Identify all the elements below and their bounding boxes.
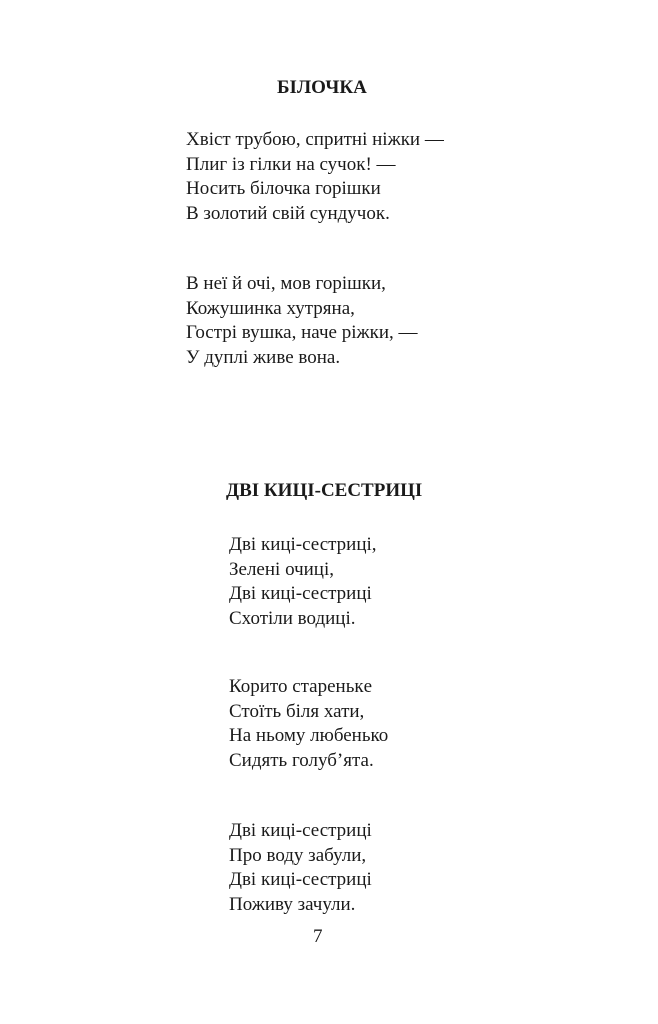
stanza-4 xyxy=(229,675,388,773)
stanza-3 xyxy=(229,533,377,631)
verse-line: Зелені очиці, xyxy=(229,558,334,580)
verse-line: Дві киці-сестриці xyxy=(229,820,372,841)
verse-line: Дві киці-сестриці, xyxy=(229,534,377,555)
verse-line: Кожушинка хутряна, xyxy=(186,297,355,319)
verse-line: У дуплі живе вона. xyxy=(186,346,341,368)
verse-line: В золотий свій сундучок. xyxy=(186,202,390,224)
stanza-2 xyxy=(186,272,418,370)
poem-title-bilochka: БІЛОЧКА xyxy=(277,77,367,98)
verse-line: Плиг із гілки на сучок! — xyxy=(186,153,396,175)
poem-title-dvi-kytsi-sestrytsi: ДВІ КИЦІ-СЕСТРИЦІ xyxy=(226,480,423,501)
stanza-1 xyxy=(186,128,444,226)
verse-line: Дві киці-сестриці xyxy=(229,583,372,604)
verse-line: Стоїть біля хати, xyxy=(229,700,365,722)
verse-line: Корито старенькe xyxy=(229,676,373,697)
verse-line: Поживу зачули. xyxy=(229,893,356,915)
verse-line: Дві киці-сестриці xyxy=(229,869,372,890)
verse-line: Носить білочка горішки xyxy=(186,178,381,199)
verse-line: Про воду забули, xyxy=(229,844,367,866)
verse-line: Сидять голуб’ята. xyxy=(229,749,374,771)
verse-line: Схотіли водиці. xyxy=(229,607,356,629)
page-number: 7 xyxy=(313,926,323,947)
stanza-5 xyxy=(229,819,372,917)
verse-line: Гострі вушка, наче ріжки, — xyxy=(186,322,418,343)
verse-line: На ньому любенько xyxy=(229,725,389,746)
verse-line: Хвіст трубою, спритні ніжки — xyxy=(186,129,444,150)
verse-line: В неї й очі, мов горішки, xyxy=(186,273,386,294)
